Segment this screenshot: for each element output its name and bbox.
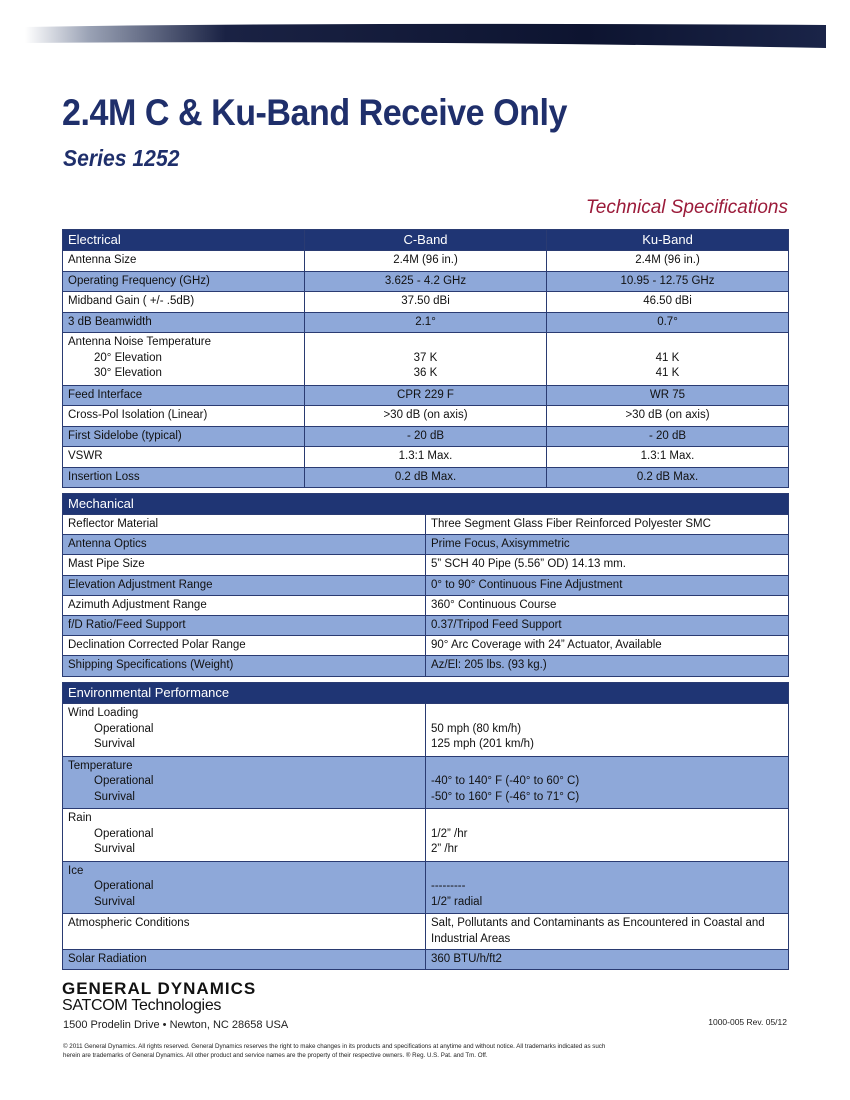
row-value: 0° to 90° Continuous Fine Adjustment	[426, 575, 789, 595]
ku-band-value: >30 dB (on axis)	[547, 406, 789, 427]
environmental-table	[62, 682, 789, 970]
row-value	[426, 756, 789, 809]
row-label: Cross-Pol Isolation (Linear)	[63, 406, 305, 427]
row-label: Midband Gain ( +/- .5dB)	[63, 292, 305, 313]
page-subtitle: Series 1252	[63, 145, 180, 171]
row-label: Elevation Adjustment Range	[63, 575, 426, 595]
table-row	[63, 292, 789, 313]
ku-band-value: WR 75	[547, 385, 789, 406]
row-label: Feed Interface	[63, 385, 305, 406]
operational-label: Operational	[94, 880, 154, 892]
row-value	[426, 861, 789, 914]
ice-label: Ice	[68, 864, 84, 877]
c-band-value: 0.2 dB Max.	[305, 467, 547, 488]
ku-band-value: 0.7°	[547, 312, 789, 333]
header-swoosh-graphic	[0, 0, 850, 60]
row-value: Prime Focus, Axisymmetric	[426, 535, 789, 555]
wind-label: Wind Loading	[68, 707, 139, 719]
table-row	[63, 595, 789, 615]
logo-wordmark: GENERAL DYNAMICS	[62, 979, 257, 998]
row-value: 360 BTU/h/ft2	[426, 950, 789, 970]
temperature-label: Temperature	[68, 759, 133, 772]
row-label: Reflector Material	[63, 515, 426, 535]
c-band-header: C-Band	[305, 230, 547, 251]
table-row	[63, 809, 789, 862]
rain-label: Rain	[68, 812, 92, 824]
row-value	[426, 809, 789, 862]
ku-band-header: Ku-Band	[547, 230, 789, 251]
environmental-header: Environmental Performance	[63, 683, 789, 704]
c-band-value: 1.3:1 Max.	[305, 447, 547, 468]
table-row	[63, 385, 789, 406]
c-band-value	[305, 333, 547, 386]
row-label: Declination Corrected Polar Range	[63, 636, 426, 656]
row-label: Shipping Specifications (Weight)	[63, 656, 426, 676]
row-value: 90° Arc Coverage with 24” Actuator, Available	[426, 636, 789, 656]
legal-notice: © 2011 General Dynamics. All rights reserved. General Dynamics reserves the right to make changes in its products and specifications at anytime and without notice. All trademarks indicated as such herein are trademarks of General Dynamics. All other product and service names are the property of their respective owners. ® Reg. U.S. Pat. and Tm. Off.	[63, 1043, 606, 1059]
survival-label: Survival	[94, 895, 135, 908]
noise-temp-label: Antenna Noise Temperature	[68, 336, 211, 348]
table-row	[63, 555, 789, 575]
survival-label: Survival	[94, 843, 135, 855]
operational-label: Operational	[94, 827, 154, 840]
ku-noise-30: 41 K	[655, 367, 680, 379]
ku-band-value: 10.95 - 12.75 GHz	[547, 271, 789, 292]
wind-survival: 125 mph (201 km/h)	[431, 738, 534, 750]
electrical-header: Electrical	[63, 230, 305, 251]
table-row	[63, 615, 789, 635]
c-band-value: - 20 dB	[305, 426, 547, 447]
noise-sub-20: 20° Elevation	[94, 351, 162, 364]
table-row	[63, 950, 789, 970]
company-logo	[62, 979, 256, 1015]
atmospheric-line-1: Salt, Pollutants and Contaminants as Encountered in Coastal and	[431, 917, 765, 929]
ku-band-value: 2.4M (96 in.)	[547, 251, 789, 272]
operational-label: Operational	[94, 722, 154, 735]
atmospheric-line-2: Industrial Areas	[431, 932, 511, 945]
row-label: Mast Pipe Size	[63, 555, 426, 575]
survival-label: Survival	[94, 738, 135, 750]
table-row	[63, 636, 789, 656]
c-noise-20: 37 K	[413, 351, 438, 364]
row-label	[63, 704, 426, 757]
mechanical-table	[62, 493, 789, 677]
ku-band-value	[547, 333, 789, 386]
table-row	[63, 467, 789, 488]
row-label	[63, 333, 305, 386]
row-label	[63, 861, 426, 914]
table-row	[63, 312, 789, 333]
company-address: 1500 Prodelin Drive • Newton, NC 28658 USA	[63, 1019, 289, 1031]
operational-label: Operational	[94, 775, 154, 787]
ku-band-value: 1.3:1 Max.	[547, 447, 789, 468]
table-row	[63, 426, 789, 447]
row-value: 360° Continuous Course	[426, 595, 789, 615]
table-row	[63, 447, 789, 468]
logo-division: SATCOM Technologies	[62, 997, 222, 1014]
ku-band-value: - 20 dB	[547, 426, 789, 447]
temp-survival: -50° to 160° F (-46° to 71° C)	[431, 790, 580, 803]
ice-survival: 1/2” radial	[431, 895, 483, 908]
table-row	[63, 575, 789, 595]
rain-survival: 2” /hr	[431, 843, 458, 855]
row-value	[426, 914, 789, 950]
table-row	[63, 271, 789, 292]
row-label	[63, 756, 426, 809]
row-label: Solar Radiation	[63, 950, 426, 970]
c-band-value: 3.625 - 4.2 GHz	[305, 271, 547, 292]
row-value	[426, 704, 789, 757]
c-band-value: 2.1°	[305, 312, 547, 333]
row-value: Az/El: 205 lbs. (93 kg.)	[426, 656, 789, 676]
table-row	[63, 406, 789, 427]
c-noise-30: 36 K	[413, 367, 438, 379]
rain-operational: 1/2” /hr	[431, 827, 468, 840]
table-row	[63, 914, 789, 950]
ku-band-value: 0.2 dB Max.	[547, 467, 789, 488]
row-label: Antenna Size	[63, 251, 305, 272]
page-title: 2.4M C & Ku-Band Receive Only	[62, 92, 567, 133]
mechanical-header: Mechanical	[63, 494, 789, 515]
table-row	[63, 704, 789, 757]
table-row	[63, 251, 789, 272]
row-value: 0.37/Tripod Feed Support	[426, 615, 789, 635]
table-row	[63, 656, 789, 676]
section-label: Technical Specifications	[585, 197, 788, 218]
c-band-value: 37.50 dBi	[305, 292, 547, 313]
table-row	[63, 756, 789, 809]
row-value: 5” SCH 40 Pipe (5.56” OD) 14.13 mm.	[426, 555, 789, 575]
document-number: 1000-005 Rev. 05/12	[708, 1017, 787, 1027]
noise-sub-30: 30° Elevation	[94, 367, 162, 379]
table-row	[63, 535, 789, 555]
row-label: Operating Frequency (GHz)	[63, 271, 305, 292]
survival-label: Survival	[94, 790, 135, 803]
row-label: Azimuth Adjustment Range	[63, 595, 426, 615]
row-label: Atmospheric Conditions	[63, 914, 426, 950]
c-band-value: CPR 229 F	[305, 385, 547, 406]
ku-band-value: 46.50 dBi	[547, 292, 789, 313]
row-label: Antenna Optics	[63, 535, 426, 555]
row-label: 3 dB Beamwidth	[63, 312, 305, 333]
c-band-value: >30 dB (on axis)	[305, 406, 547, 427]
table-row	[63, 515, 789, 535]
row-label: VSWR	[63, 447, 305, 468]
row-label: First Sidelobe (typical)	[63, 426, 305, 447]
ice-operational: ---------	[431, 880, 466, 892]
row-label: Insertion Loss	[63, 467, 305, 488]
table-row	[63, 861, 789, 914]
row-value: Three Segment Glass Fiber Reinforced Polyester SMC	[426, 515, 789, 535]
wind-operational: 50 mph (80 km/h)	[431, 722, 522, 735]
c-band-value: 2.4M (96 in.)	[305, 251, 547, 272]
ku-noise-20: 41 K	[655, 351, 680, 364]
temp-operational: -40° to 140° F (-40° to 60° C)	[431, 775, 580, 787]
row-label: f/D Ratio/Feed Support	[63, 615, 426, 635]
electrical-table	[62, 229, 789, 488]
table-row	[63, 333, 789, 386]
row-label	[63, 809, 426, 862]
